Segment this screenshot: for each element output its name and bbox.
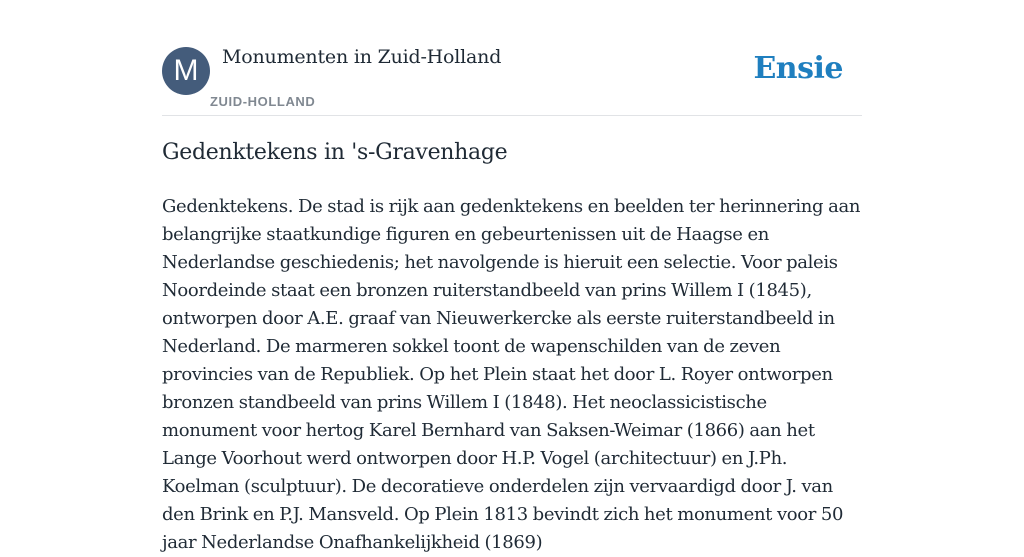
category-link[interactable]: ZUID-HOLLAND	[210, 94, 316, 109]
source-title[interactable]: Monumenten in Zuid-Holland	[222, 46, 502, 68]
article-title: Gedenktekens in 's-Gravenhage	[162, 140, 508, 165]
article-body: Gedenktekens. De stad is rijk aan gedenktekens en beelden ter herinnering aan belangrijke staatkundige figuren en gebeurtenissen uit de Haagse en Nederlandse geschiedenis; het navolgende is hieruit een selectie. Voor paleis Noordeinde staat een bronzen ruiterstandbeeld van prins Willem I (1845), ontworpen door A.E. graaf van Nieuwerkercke als eerste ruiterstandbeeld in Nederland. De marmeren sokkel toont de wapenschilden van de zeven provincies van de Republiek. Op het Plein staat het door L. Royer ontworpen bronzen standbeeld van prins Willem I (1848). Het neoclassicistische monument voor hertog Karel Bernhard van Saksen-Weimar (1866) aan het Lange Voorhout werd ontworpen door H.P. Vogel (architectuur) en J.Ph. Koelman (sculptuur). De decoratieve onderdelen zijn vervaardigd door J. van den Brink en P.J. Mansveld. Op Plein 1813 bevindt zich het monument voor 50 jaar Nederlandse Onafhankelijkheid (1869)	[162, 196, 861, 553]
brand-logo[interactable]: Ensie	[753, 51, 843, 86]
header-divider	[162, 115, 862, 116]
avatar[interactable]: M	[162, 47, 210, 95]
